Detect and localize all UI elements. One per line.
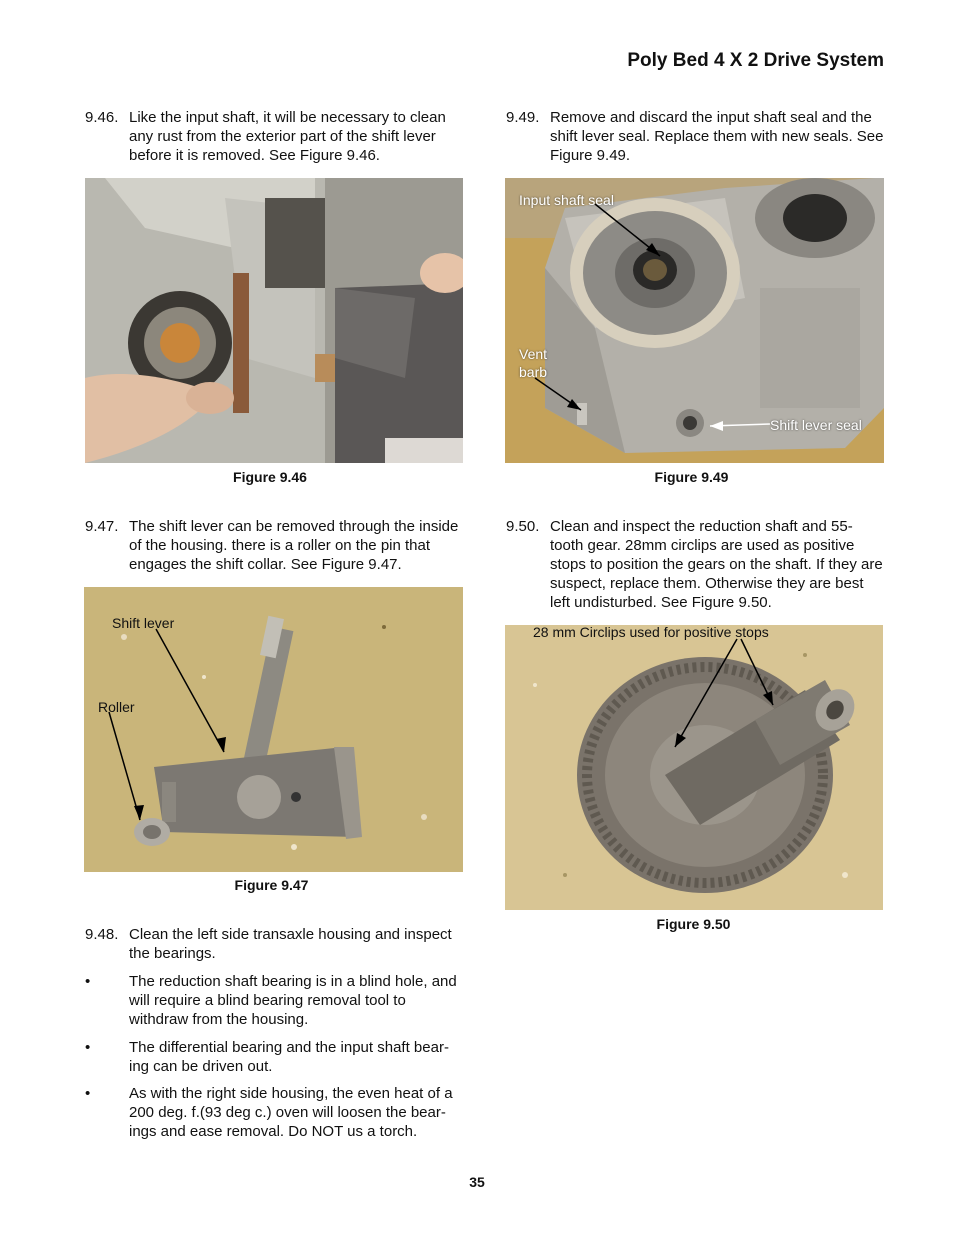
figure-9-49-label-input-shaft-seal: Input shaft seal: [519, 192, 614, 208]
figure-9-49-caption: Figure 9.49: [654, 469, 729, 485]
figure-9-49-label-shift-lever-seal: Shift lever seal: [770, 417, 862, 433]
bullet-item: [85, 1084, 463, 1141]
section-number: 9.49.: [506, 109, 540, 126]
bullet-marker: •: [85, 973, 91, 990]
bullet-text: The reduction shaft bearing is in a blind hole, and will require a blind bearing removal tool to withdraw from the housing.: [129, 973, 457, 1028]
section-text: Clean and inspect the reduction shaft and 55-tooth gear. 28mm circlips are used as positive stops to position the gears on the shaft. If they are suspect, replace them. Otherwise they are best left undisturbed. See Figure 9.50.: [550, 518, 883, 611]
section-text: Remove and discard the input shaft seal and the shift lever seal. Replace them with new seals. See Figure 9.49.: [550, 109, 884, 164]
figure-9-47-label-roller: Roller: [98, 699, 135, 715]
bullet-marker: •: [85, 1085, 91, 1102]
section-text: Clean the left side transaxle housing and inspect the bearings.: [129, 926, 452, 962]
section-9-47: [85, 517, 463, 574]
section-number: 9.46.: [85, 109, 119, 126]
figure-9-50-label-circlips: 28 mm Circlips used for positive stops: [533, 624, 769, 640]
bullet-marker: •: [85, 1039, 91, 1056]
section-number: 9.48.: [85, 926, 119, 943]
section-number: 9.50.: [506, 518, 540, 535]
section-number: 9.47.: [85, 518, 119, 535]
figure-9-46-caption: Figure 9.46: [233, 469, 307, 485]
bullet-text: As with the right side housing, the even heat of a 200 deg. f.(93 deg c.) oven will loosen the bear-ings and ease removal. Do NOT us a torch.: [129, 1085, 453, 1140]
bullet-item: [85, 1038, 463, 1076]
figure-9-47-label-shift-lever: Shift lever: [112, 615, 175, 631]
figure-9-46-photo: [85, 178, 463, 463]
section-9-48: [85, 925, 463, 963]
section-text: The shift lever can be removed through the inside of the housing. there is a roller on the pin that engages the shift collar. See Figure 9.47.: [129, 518, 459, 573]
figure-9-47-caption: Figure 9.47: [234, 877, 309, 893]
bullet-text: The differential bearing and the input shaft bear-ing can be driven out.: [129, 1039, 449, 1075]
figure-9-50-caption: Figure 9.50: [656, 916, 731, 932]
section-9-49: [506, 108, 886, 165]
figure-9-49-label-vent-line2: barb: [519, 364, 548, 380]
figure-9-49-label-vent-line1: Vent: [519, 346, 548, 362]
page-header-title: Poly Bed 4 X 2 Drive System: [627, 50, 884, 71]
figure-9-50-photo: [505, 625, 883, 910]
section-text: Like the input shaft, it will be necessary to clean any rust from the exterior part of the shift lever before it is removed. See Figure 9.46.: [129, 109, 446, 164]
section-9-46: [85, 108, 463, 165]
page-number: 35: [469, 1174, 485, 1190]
bullet-item: [85, 972, 463, 1029]
section-9-50: [506, 517, 886, 612]
